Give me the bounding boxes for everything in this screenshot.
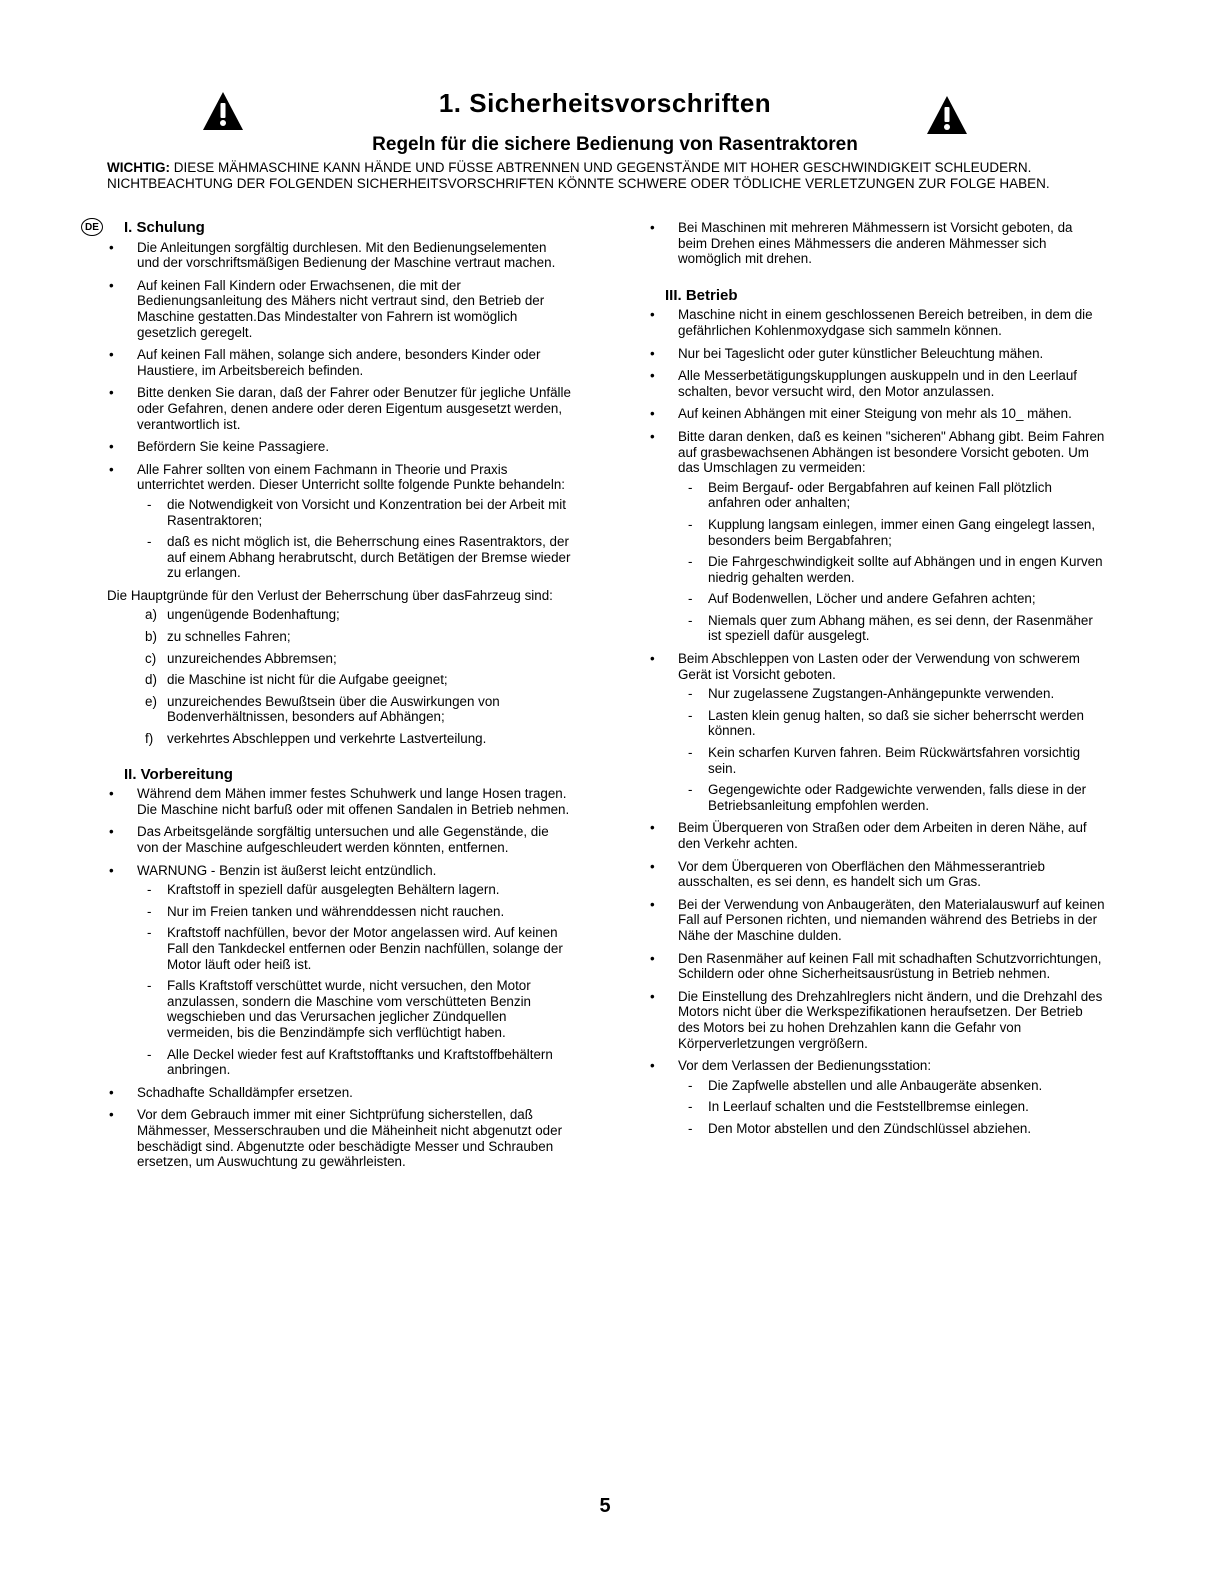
list-item: • Vor dem Gebrauch immer mit einer Sichtprüfung sicherstellen, daß Mähmesser, Messerschrauben und die Mäheinheit nicht abgenutzt oder beschädigt sind. Abgenutzte oder beschädigte Messer und Schrauben ersetzen, um Auswuchtung zu gewährleisten. (107, 1107, 572, 1169)
list-item: • Vor dem Verlassen der Bedienungsstation: - Die Zapfwelle abstellen und alle Anbaugeräte absenken. - In Leerlauf schalten und die Feststellbremse einlegen. - Den Motor abstellen und den Zündschlüssel abziehen. (648, 1058, 1105, 1136)
sub-item: - Kraftstoff in speziell dafür ausgelegten Behältern lagern. (137, 882, 572, 898)
sub-item: - Die Fahrgeschwindigkeit sollte auf Abhängen und in engen Kurven niedrig gehalten werden. (678, 554, 1105, 585)
cause-item: a) ungenügende Bodenhaftung; (145, 607, 340, 623)
sub-item: - Kraftstoff nachfüllen, bevor der Motor angelassen wird. Auf keinen Fall den Tankdeckel entfernen oder Benzin nachfüllen, solange der Motor läuft oder heiß ist. (137, 925, 572, 972)
warning-notice (107, 160, 1107, 192)
causes-list (145, 607, 572, 746)
list-item: • Alle Fahrer sollten von einem Fachmann in Theorie und Praxis unterrichtet werden. Dieser Unterricht sollte folgende Punkte behandeln: - die Notwendigkeit von Vorsicht und Konzentration bei der Arbeit mit Rasentraktoren; - daß es nicht möglich ist, die Beherrschung eines Rasentraktors, der auf einem Abhang herabrutscht, durch Betätigen der Bremse wieder zu erlangen. (107, 462, 572, 581)
schulung-list (107, 240, 572, 581)
sub-item: - Nur zugelassene Zugstangen-Anhängepunkte verwenden. (678, 686, 1105, 702)
list-item: • Auf keinen Fall mähen, solange sich andere, besonders Kinder oder Haustiere, im Arbeitsbereich befinden. (107, 347, 572, 378)
list-item: • Schadhafte Schalldämpfer ersetzen. (107, 1085, 572, 1101)
sub-item: - Beim Bergauf- oder Bergabfahren auf keinen Fall plötzlich anfahren oder anhalten; (678, 480, 1105, 511)
sub-list (137, 882, 572, 1078)
sub-item: - In Leerlauf schalten und die Feststellbremse einlegen. (678, 1099, 1105, 1115)
section-title-schulung: DE I. Schulung (107, 220, 572, 236)
list-item: • Beim Überqueren von Straßen oder dem Arbeiten in deren Nähe, auf den Verkehr achten. (648, 820, 1105, 851)
list-item: • Befördern Sie keine Passagiere. (107, 439, 572, 455)
sub-item: - Gegengewichte oder Radgewichte verwenden, falls diese in der Betriebsanleitung empfohlen werden. (678, 782, 1105, 813)
list-item: • Während dem Mähen immer festes Schuhwerk und lange Hosen tragen. Die Maschine nicht barfuß oder mit offenen Sandalen in Betrieb nehmen. (107, 786, 572, 817)
warning-body: DIESE MÄHMASCHINE KANN HÄNDE UND FÜSSE ABTRENNEN UND GEGENSTÄNDE MIT HOHER GESCHWINDIGKEIT SCHLEUDERN. NICHTBEACHTUNG DER FOLGENDEN SICHERHEITSVORSCHRIFTEN KÖNNTE SCHWERE ODER TÖDLICHE VERLETZUNGEN ZUR FOLGE HABEN. (107, 160, 1050, 191)
list-item: • Die Einstellung des Drehzahlreglers nicht ändern, und die Drehzahl des Motors nicht über die Werkspezifikationen heraufsetzen. Der Betrieb des Motors bei zu hohen Drehzahlen kann die Gefahr von Körperverletzungen vergrößern. (648, 989, 1105, 1051)
list-item: • Bei Maschinen mit mehreren Mähmessern ist Vorsicht geboten, da beim Drehen eines Mähmessers die anderen Mähmesser sich womöglich mit drehen. (648, 220, 1105, 267)
list-item: • Bitte denken Sie daran, daß der Fahrer oder Benutzer für jegliche Unfälle oder Gefahren, denen andere oder deren Eigentum ausgesetzt werden, verantwortlich ist. (107, 385, 572, 432)
cause-item: c) unzureichendes Abbremsen; (145, 650, 337, 666)
sub-item: - Falls Kraftstoff verschüttet wurde, nicht versuchen, den Motor anzulassen, sondern die Maschine vom verschütteten Benzin wegschieben und das Verursachen jeglicher Zündquellen vermeiden, bis die Benzindämpfe sich verflüchtigt haben. (137, 978, 572, 1040)
list-item: • WARNUNG - Benzin ist äußerst leicht entzündlich. - Kraftstoff in speziell dafür ausgelegten Behältern lagern. - Nur im Freien tanken und währenddessen nicht rauchen. - Kraftstoff nachfüllen, bevor der Motor angelassen wird. Auf keinen Fall den Tankdeckel entfernen oder Benzin nachfüllen, solange der Motor läuft oder heiß ist. - Falls Kraftstoff verschüttet wurde, nicht versuchen, den Motor anzulassen, sondern die Maschine vom verschütteten Benzin wegschieben und das Verursachen jeglicher Zündquellen vermeiden, bis die Benzindämpfe sich verflüchtigt haben. - Alle Deckel wieder fest auf Kraftstofftanks und Kraftstoffbehältern anbringen. (107, 863, 572, 1078)
sub-item: - daß es nicht möglich ist, die Beherrschung eines Rasentraktors, der auf einem Abhang herabrutscht, durch Betätigen der Bremse wieder zu erlangen. (137, 534, 572, 581)
page-subtitle: Regeln für die sichere Bedienung von Rasentraktoren (372, 134, 858, 155)
list-item: • Nur bei Tageslicht oder guter künstlicher Beleuchtung mähen. (648, 346, 1105, 362)
sub-list (678, 686, 1105, 813)
list-item: • Vor dem Überqueren von Oberflächen den Mähmesserantrieb ausschalten, es sei denn, es handelt sich um Gras. (648, 859, 1105, 890)
left-column (85, 219, 572, 1177)
list-item: • Den Rasenmäher auf keinen Fall mit schadhaften Schutzvorrichtungen, Schildern oder ohne Sicherheitsausrüstung in Betrieb nehmen. (648, 951, 1105, 982)
section-title-betrieb: III. Betrieb (665, 286, 738, 304)
warning-triangle-icon (925, 94, 969, 138)
page-title: 1. Sicherheitsvorschriften (438, 88, 772, 118)
sub-item: - Alle Deckel wieder fest auf Kraftstofftanks und Kraftstoffbehältern anbringen. (137, 1047, 572, 1078)
cause-item: e) unzureichendes Bewußtsein über die Auswirkungen von Bodenverhältnissen, besonders auf Abhängen; (145, 693, 500, 725)
section-title-vorbereitung: II. Vorbereitung (124, 765, 233, 783)
sub-item: - Kein scharfen Kurven fahren. Beim Rückwärtsfahren vorsichtig sein. (678, 745, 1105, 776)
betrieb-list (648, 307, 1105, 1136)
sub-list (678, 1078, 1105, 1137)
causes-intro: Die Hauptgründe für den Verlust der Beherrschung über dasFahrzeug sind: (107, 587, 553, 603)
sub-item: - Nur im Freien tanken und währenddessen nicht rauchen. (137, 904, 572, 920)
vorbereitung-list (107, 786, 572, 1169)
list-item: • Maschine nicht in einem geschlossenen Bereich betreiben, in dem die gefährlichen Kohlenmoxydgase sich sammeln können. (648, 307, 1105, 338)
sub-item: - Niemals quer zum Abhang mähen, es sei denn, der Rasenmäher ist speziell dafür ausgelegt. (678, 613, 1105, 644)
list-item: • Bitte daran denken, daß es keinen "sicheren" Abhang gibt. Beim Fahren auf grasbewachsenen Abhängen ist besondere Vorsicht geboten. Um das Umschlagen zu vermeiden: - Beim Bergauf- oder Bergabfahren auf keinen Fall plötzlich anfahren oder anhalten; - Kupplung langsam einlegen, immer einen Gang eingelegt lassen, besonders beim Bergabfahren; - Die Fahrgeschwindigkeit sollte auf Abhängen und in engen Kurven niedrig gehalten werden. - Auf Bodenwellen, Löcher und andere Gefahren achten; - Niemals quer zum Abhang mähen, es sei denn, der Rasenmäher ist speziell dafür ausgelegt. (648, 429, 1105, 644)
header (0, 82, 1210, 162)
sub-item: - die Notwendigkeit von Vorsicht und Konzentration bei der Arbeit mit Rasentraktoren; (137, 497, 572, 528)
cause-item: d) die Maschine ist nicht für die Aufgabe geeignet; (145, 672, 448, 688)
language-badge: DE (81, 218, 103, 236)
list-item: • Beim Abschleppen von Lasten oder der Verwendung von schwerem Gerät ist Vorsicht geboten. - Nur zugelassene Zugstangen-Anhängepunkte verwenden. - Lasten klein genug halten, so daß sie sicher beherrscht werden können. - Kein scharfen Kurven fahren. Beim Rückwärtsfahren vorsichtig sein. - Gegengewichte oder Radgewichte verwenden, falls diese in der Betriebsanleitung empfohlen werden. (648, 651, 1105, 813)
list-item: • Die Anleitungen sorgfältig durchlesen. Mit den Bedienungselementen und der vorschriftsmäßigen Bedienung der Maschine vertraut machen. (107, 240, 572, 271)
sub-item: - Auf Bodenwellen, Löcher und andere Gefahren achten; (678, 591, 1105, 607)
sub-item: - Den Motor abstellen und den Zündschlüssel abziehen. (678, 1121, 1105, 1137)
right-top-list (648, 220, 1105, 267)
sub-item: - Lasten klein genug halten, so daß sie sicher beherrscht werden können. (678, 708, 1105, 739)
right-column (648, 220, 1105, 1144)
cause-item: b) zu schnelles Fahren; (145, 629, 291, 645)
page-number: 5 (599, 1495, 611, 1517)
sub-item: - Kupplung langsam einlegen, immer einen Gang eingelegt lassen, besonders beim Bergabfahren; (678, 517, 1105, 548)
list-item: • Bei der Verwendung von Anbaugeräten, den Materialauswurf auf keinen Fall auf Personen richten, und niemanden während des Betriebs in der Nähe der Maschine dulden. (648, 897, 1105, 944)
warning-label: WICHTIG: (107, 160, 170, 175)
sub-list (678, 480, 1105, 644)
list-item: • Auf keinen Abhängen mit einer Steigung von mehr als 10_ mähen. (648, 406, 1105, 422)
list-item: • Alle Messerbetätigungskupplungen auskuppeln und in den Leerlauf schalten, bevor versucht wird, den Motor anzulassen. (648, 368, 1105, 399)
sub-list (137, 497, 572, 581)
list-item: • Auf keinen Fall Kindern oder Erwachsenen, die mit der Bedienungsanleitung des Mähers nicht vertraut sind, den Betrieb der Maschine gestatten.Das Mindestalter von Fahrern ist womöglich gesetzlich geregelt. (107, 278, 572, 340)
list-item: • Das Arbeitsgelände sorgfältig untersuchen und alle Gegenstände, die von der Maschine aufgeschleudert werden könnten, entfernen. (107, 824, 572, 855)
cause-item: f) verkehrtes Abschleppen und verkehrte Lastverteilung. (145, 731, 487, 747)
sub-item: - Die Zapfwelle abstellen und alle Anbaugeräte absenken. (678, 1078, 1105, 1094)
